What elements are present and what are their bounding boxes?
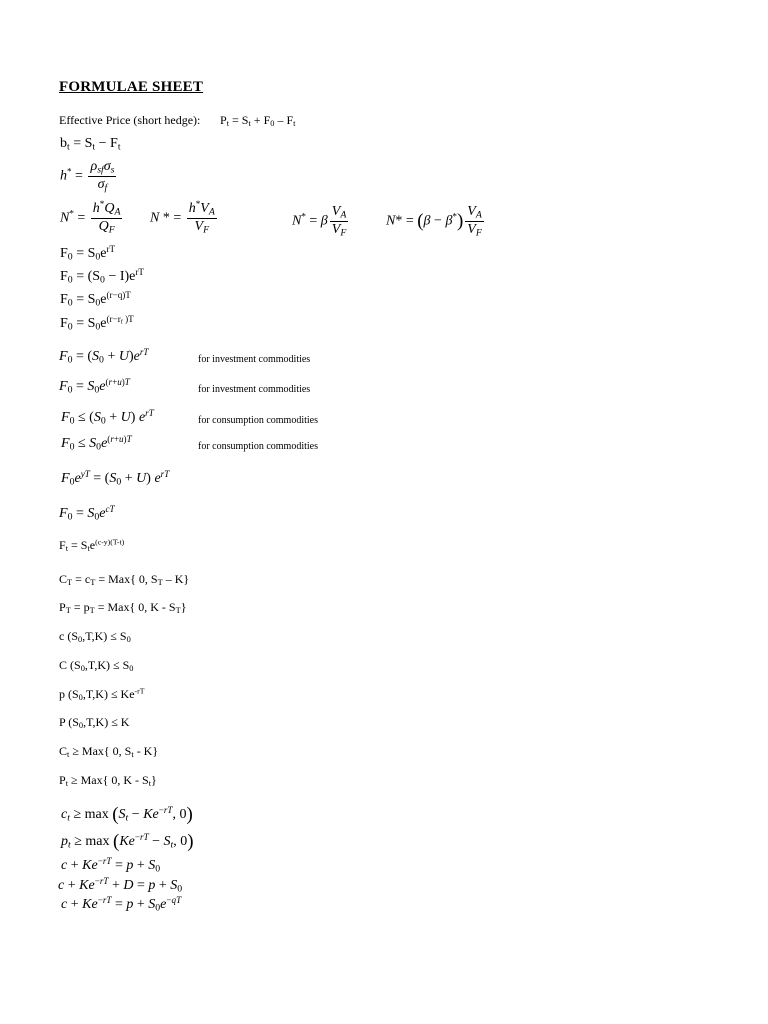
formula-f0-income: $F_0 = (S_0 - I)e^{rT}$ <box>60 267 144 286</box>
formula-eu-put-lower: $p_t \ge \max (Ke^{-rT} - S_t$, 0) <box>61 831 194 852</box>
note-consumption-commodities: for consumption commodities <box>198 441 318 452</box>
formula-n-star-beta: N* = β $\frac{V_A}{V_F}$ <box>292 204 347 239</box>
formula-n-star-beta-change: N* = (β − β*) $\frac{V_A}{V_F}$ <box>386 204 482 239</box>
formula-put-payoff: $P_T = p_T = Max${ 0, K - $S_T$} <box>59 600 187 616</box>
formula-f0-consumption-cost: $F_0 \le (S_0 + U)$ $e^{rT}$ <box>61 408 154 427</box>
formula-basis: $b_t = S_t - F_t$ <box>60 136 121 153</box>
formula-put-call-parity-yield: $c + Ke^{-rT} = p + S_0e^{-qT}$ <box>61 895 182 914</box>
note-consumption-commodities: for consumption commodities <box>198 415 318 426</box>
formula-ft-carry: $F_t = S_te^{(c-y)(T-t)}$ <box>59 537 125 554</box>
formula-call-payoff: $C_T = c_T = Max${ 0, $S_T - K$} <box>59 572 190 588</box>
formula-put-call-parity-dividends: $c + Ke^{-rT} + D = p + S_0$ <box>58 876 183 895</box>
effective-price-label: Effective Price (short hedge): <box>59 113 201 127</box>
formula-f0-fx: $F_0 = S_0e^{(r-r_f )T}$ <box>60 314 134 333</box>
note-investment-commodities: for investment commodities <box>198 384 311 395</box>
formula-n-star-quantity: N* = $\frac{h^*Q_A}{Q_F}$ <box>60 199 121 236</box>
formula-am-call-lower: $C_t \ge Max${ 0, $S_t - K$} <box>59 744 159 760</box>
effective-price-formula: $P_t = S_t + F_0 - F_t$ <box>220 113 296 129</box>
formula-am-call-upper: C $(S_0,T,K) \le S_0$ <box>59 658 134 674</box>
formula-f0-basic: $F_0 = S_0e^{rT}$ <box>60 244 116 263</box>
formula-h-star: h* = $\frac{\rho_{sf}\sigma_s}{\sigma_f}$ <box>60 159 115 194</box>
formula-put-call-parity: $c + Ke^{-rT} = p + S_0$ <box>61 856 161 875</box>
formula-f0-storage-rate: $F_0 = S_0e^{(r+u)T}$ <box>59 377 130 396</box>
formula-eu-call-lower: $c_t \ge \max (S_t - Ke^{-rT}$, 0) <box>61 804 193 825</box>
note-investment-commodities: for investment commodities <box>198 354 311 365</box>
formula-n-star-value: N * = $\frac{h^*V_A}{V_F}$ <box>150 199 215 236</box>
formula-f0-consumption-rate: $F_0 \le S_0e^{(r+u)T}$ <box>61 434 132 453</box>
formula-f0-storage-cost: $F_0 = (S_0 + U)e^{rT}$ <box>59 347 149 366</box>
formula-am-put-lower: $P_t \ge Max${ 0, K - $S_t$} <box>59 773 157 789</box>
formula-eu-call-upper: c $(S_0,T,K) \le S_0$ <box>59 629 131 645</box>
page-title: FORMULAE SHEET <box>59 79 204 95</box>
formula-f0-yield: $F_0 = S_0e^{(r-q)T}$ <box>60 290 131 309</box>
formula-cost-of-carry: $F_0 = S_0e^{cT}$ <box>59 504 115 523</box>
formula-convenience-yield: $F_0e^{yT} = (S_0 + U)$ $e^{rT}$ <box>61 469 170 488</box>
formula-eu-put-upper: p $(S_0,T,K) \le Ke^{-rT}$ <box>59 686 145 703</box>
formula-am-put-upper: P $(S_0,T,K) \le K$ <box>59 715 130 731</box>
